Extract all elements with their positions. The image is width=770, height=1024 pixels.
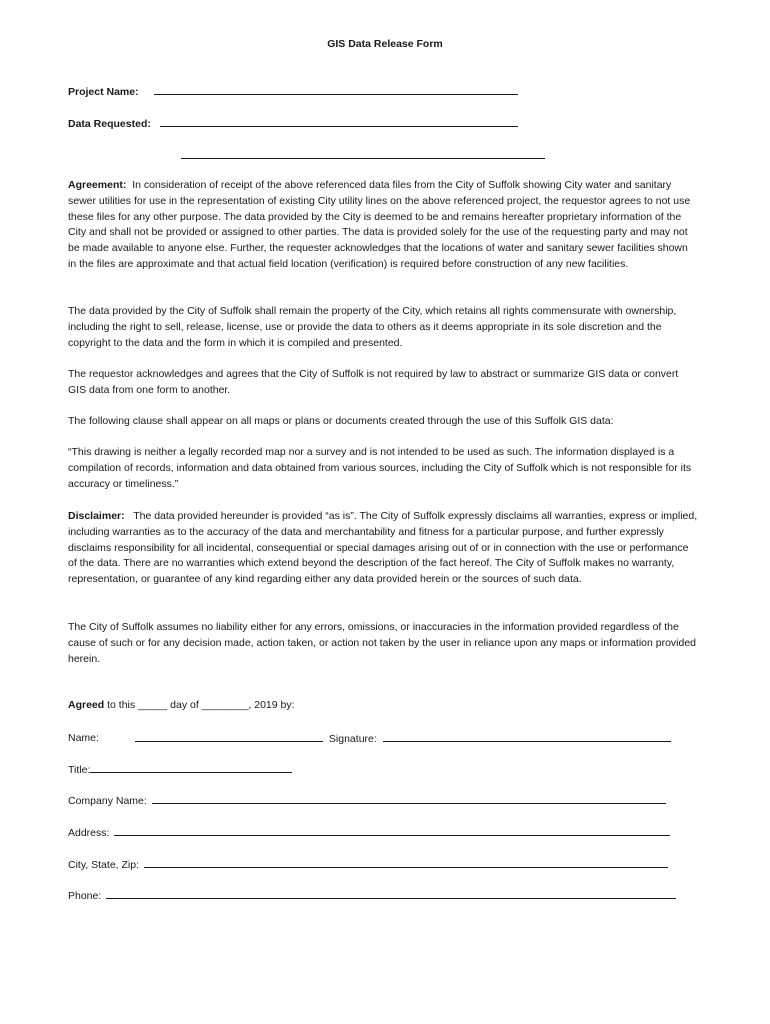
name-label: Name: [68, 732, 99, 744]
data-requested-row [68, 117, 518, 130]
name-field-wrap [135, 732, 671, 745]
phone-row [68, 889, 676, 902]
project-name-row [68, 85, 518, 98]
data-requested-field[interactable] [160, 117, 518, 127]
project-name-label: Project Name: [68, 86, 139, 98]
liability-paragraph: The City of Suffolk assumes no liability either for any errors, omissions, or inaccuracies in the information provided regardless of the cause of such or for any decision made, action taken, or action not taken by the user in reliance upon any maps or information provided herein. [68, 621, 697, 665]
clause-intro-paragraph: The following clause shall appear on all maps or plans or documents created through the use of this Suffolk GIS data: [68, 415, 614, 427]
city-row [68, 858, 668, 871]
city-field[interactable] [144, 858, 668, 868]
abstract-paragraph: The requestor acknowledges and agrees that the City of Suffolk is not required by law to abstract or summarize GIS data or convert GIS data from one form to another. [68, 368, 679, 396]
disclaimer-paragraph [68, 509, 698, 588]
project-name-field[interactable] [154, 85, 518, 95]
agreed-label: Agreed [68, 699, 105, 711]
signature-label: Signature: [328, 733, 377, 745]
agreement-paragraph [68, 178, 698, 273]
phone-field[interactable] [106, 889, 676, 899]
address-row [68, 826, 670, 839]
agreed-row [68, 699, 295, 711]
agreement-label: Agreement: [68, 179, 127, 191]
data-requested-row-2 [181, 149, 545, 162]
phone-label: Phone: [68, 890, 102, 902]
form-title: GIS Data Release Form [327, 38, 443, 50]
title-row [68, 763, 292, 776]
company-row [68, 794, 666, 807]
address-field[interactable] [114, 826, 670, 836]
data-requested-field-2[interactable] [181, 149, 545, 159]
city-label: City, State, Zip: [68, 859, 139, 871]
disclaimer-text: The data provided hereunder is provided “as is”. The City of Suffolk expressly disclaims all warranties, express or implied, including warranties as to the accuracy of the data and merchantability and fitness for a particular purpose, and further expressly disclaims responsibility for all incidental, consequential or special damages arising out of or in connection with the use or performance of the data. There are no warranties which extend beyond the description of the fact hereof. The City of Suffolk makes no warranty, representation, or guarantee of any kind regarding either any data provided herein or the sources of such data. [68, 510, 698, 586]
agreed-text: to this _____ day of ________, 2019 by: [107, 699, 295, 711]
name-row [68, 732, 99, 744]
property-paragraph: The data provided by the City of Suffolk shall remain the property of the City, which retains all rights commensurate with ownership, including the right to sell, release, license, use or provide the data to others as it deems appropriate in its sole discretion and the copyright to the data and the form in which it is compiled and presented. [68, 305, 677, 349]
title-field[interactable] [90, 763, 292, 773]
agreement-text: In consideration of receipt of the above referenced data files from the City of Suffolk showing City water and sanitary sewer utilities for use in the representation of existing City utility lines on the above referenced project, the requestor agrees to not use these files for any other purpose. The data provided by the City is deemed to be and remains hereafter proprietary information of the City and shall not be provided or assigned to other parties. The data is provided solely for the use of the requesting party and may not be made available to anyone else. Further, the requester acknowledges that the locations of water and sanitary sewer facilities shown in the files are approximate and that actual field location (verification) is required before construction of any new facilities. [68, 179, 691, 270]
quoted-clause-paragraph: “This drawing is neither a legally recorded map nor a survey and is not intended to be used as such. The information displayed is a compilation of records, information and data obtained from various sources, including the City of Suffolk which is not responsible for its accuracy or timeliness.” [68, 446, 692, 490]
address-label: Address: [68, 827, 110, 839]
company-label: Company Name: [68, 795, 147, 807]
company-field[interactable] [152, 794, 666, 804]
title-label: Title: [68, 764, 91, 776]
signature-field[interactable] [383, 732, 671, 742]
data-requested-label: Data Requested: [68, 118, 151, 130]
disclaimer-label: Disclaimer: [68, 510, 125, 522]
name-field[interactable] [135, 732, 323, 742]
